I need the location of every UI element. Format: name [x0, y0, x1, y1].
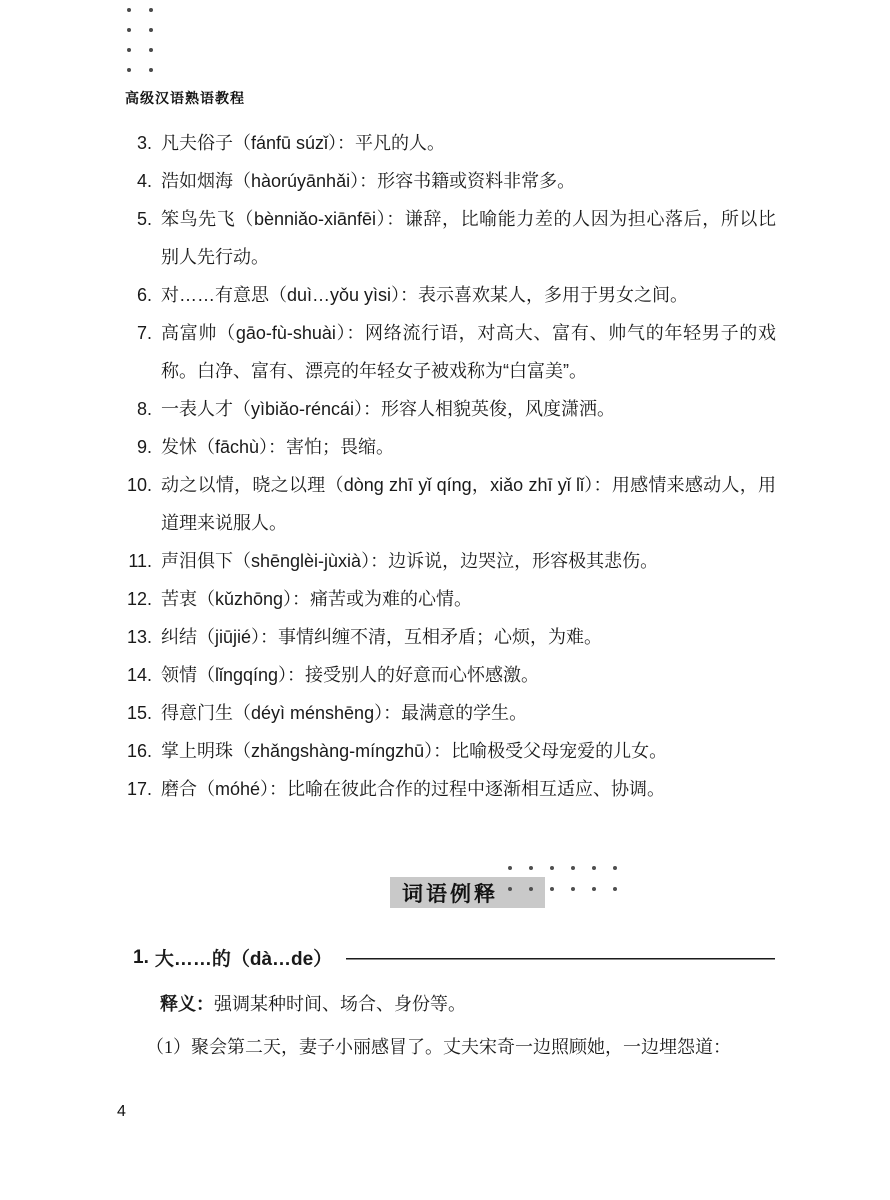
item-text: 凡夫俗子（fánfū súzǐ）：平凡的人。 [161, 133, 446, 153]
dot-icon [127, 48, 131, 52]
word-list-item [125, 200, 776, 276]
item-number: 5. [136, 209, 152, 229]
word-list-item [125, 466, 776, 542]
running-header: 高级汉语熟语教程 [125, 90, 245, 106]
item-number: 10. [126, 475, 152, 495]
item-text: 得意门生（déyì ménshēng）：最满意的学生。 [161, 703, 528, 723]
page-number: 4 [117, 1103, 126, 1120]
item-number: 7. [136, 323, 152, 343]
dot-icon [613, 887, 617, 891]
item-number: 9. [136, 437, 152, 457]
word-list-item [125, 428, 776, 466]
item-number: 3. [136, 133, 152, 153]
item-text: 掌上明珠（zhǎngshàng-míngzhū）：比喻极受父母宠爱的儿女。 [161, 741, 668, 761]
item-number: 8. [136, 399, 152, 419]
word-list-item [125, 694, 776, 732]
item-text: 一表人才（yìbiǎo-réncái）：形容人相貌英俊，风度潇洒。 [161, 399, 616, 419]
item-number: 11. [128, 551, 152, 571]
item-text: 笨鸟先飞（bènniǎo-xiānfēi）：谦辞，比喻能力差的人因为担心落后，所以比别人先行动。 [161, 209, 776, 267]
word-list-item [125, 770, 776, 808]
item-number: 6. [136, 285, 152, 305]
item-number: 13. [126, 627, 152, 647]
definition-label: 释义： [160, 994, 214, 1014]
dot-icon [127, 68, 131, 72]
entry-number: 1. [133, 946, 149, 968]
dot-icon [592, 866, 596, 870]
word-list-item [125, 656, 776, 694]
item-text: 纠结（jiūjié）：事情纠缠不清，互相矛盾；心烦，为难。 [161, 627, 603, 647]
word-list-item [125, 732, 776, 770]
item-number: 17. [126, 779, 152, 799]
item-text: 声泪俱下（shēnglèi-jùxià）：边诉说，边哭泣，形容极其悲伤。 [161, 551, 659, 571]
dot-icon [592, 887, 596, 891]
item-text: 动之以情，晓之以理（dòng zhī yǐ qíng，xiǎo zhī yǐ lǐ）：用感情来感动人，用道理来说服人。 [161, 475, 776, 533]
dot-icon [149, 68, 153, 72]
item-text: 高富帅（gāo-fù-shuài）：网络流行语，对高大、富有、帅气的年轻男子的戏称。白净、富有、漂亮的年轻女子被戏称为“白富美”。 [161, 323, 776, 381]
word-list-item [125, 162, 776, 200]
entry-heading [133, 944, 775, 971]
definition-text: 强调某种时间、场合、身份等。 [214, 994, 466, 1014]
word-list-item [125, 542, 776, 580]
word-list-item [125, 314, 776, 390]
dot-icon [149, 8, 153, 12]
word-list-item [125, 618, 776, 656]
word-list-item [125, 124, 776, 162]
item-text: 领情（lǐngqíng）：接受别人的好意而心怀感激。 [161, 665, 540, 685]
item-number: 15. [126, 703, 152, 723]
dot-icon [529, 887, 533, 891]
item-number: 16. [126, 741, 152, 761]
dot-icon [127, 8, 131, 12]
item-text: 发怵（fāchù）：害怕；畏缩。 [161, 437, 395, 457]
definition-line [160, 990, 776, 1016]
dot-icon [149, 48, 153, 52]
dot-icon [529, 866, 533, 870]
word-list [125, 124, 776, 808]
item-text: 对……有意思（duì…yǒu yìsi）：表示喜欢某人，多用于男女之间。 [161, 285, 689, 305]
decorative-dots-banner [508, 866, 617, 891]
dot-icon [550, 866, 554, 870]
word-list-item [125, 580, 776, 618]
item-number: 4. [136, 171, 152, 191]
dot-icon [149, 28, 153, 32]
word-list-item [125, 390, 776, 428]
item-text: 磨合（móhé）：比喻在彼此合作的过程中逐渐相互适应、协调。 [161, 779, 666, 799]
decorative-dots-top-left [127, 8, 153, 72]
dot-icon [508, 887, 512, 891]
dot-icon [571, 887, 575, 891]
entry-term: 大……的 [154, 949, 231, 970]
dot-icon [127, 28, 131, 32]
item-text: 苦衷（kǔzhōng）：痛苦或为难的心情。 [161, 589, 473, 609]
item-text: 浩如烟海（hàorúyānhǎi）：形容书籍或资料非常多。 [161, 171, 576, 191]
dot-icon [508, 866, 512, 870]
dot-icon [613, 866, 617, 870]
example-line: （1）聚会第二天，妻子小丽感冒了。丈夫宋奇一边照顾她，一边埋怨道： [146, 1037, 731, 1057]
entry-rule-line [346, 958, 775, 960]
word-list-item [125, 276, 776, 314]
item-number: 14. [126, 665, 152, 685]
dot-icon [571, 866, 575, 870]
entry-pinyin: （dà…de） [230, 949, 333, 970]
section-title: 词语例释 [402, 882, 498, 906]
item-number: 12. [126, 589, 152, 609]
dot-icon [550, 887, 554, 891]
